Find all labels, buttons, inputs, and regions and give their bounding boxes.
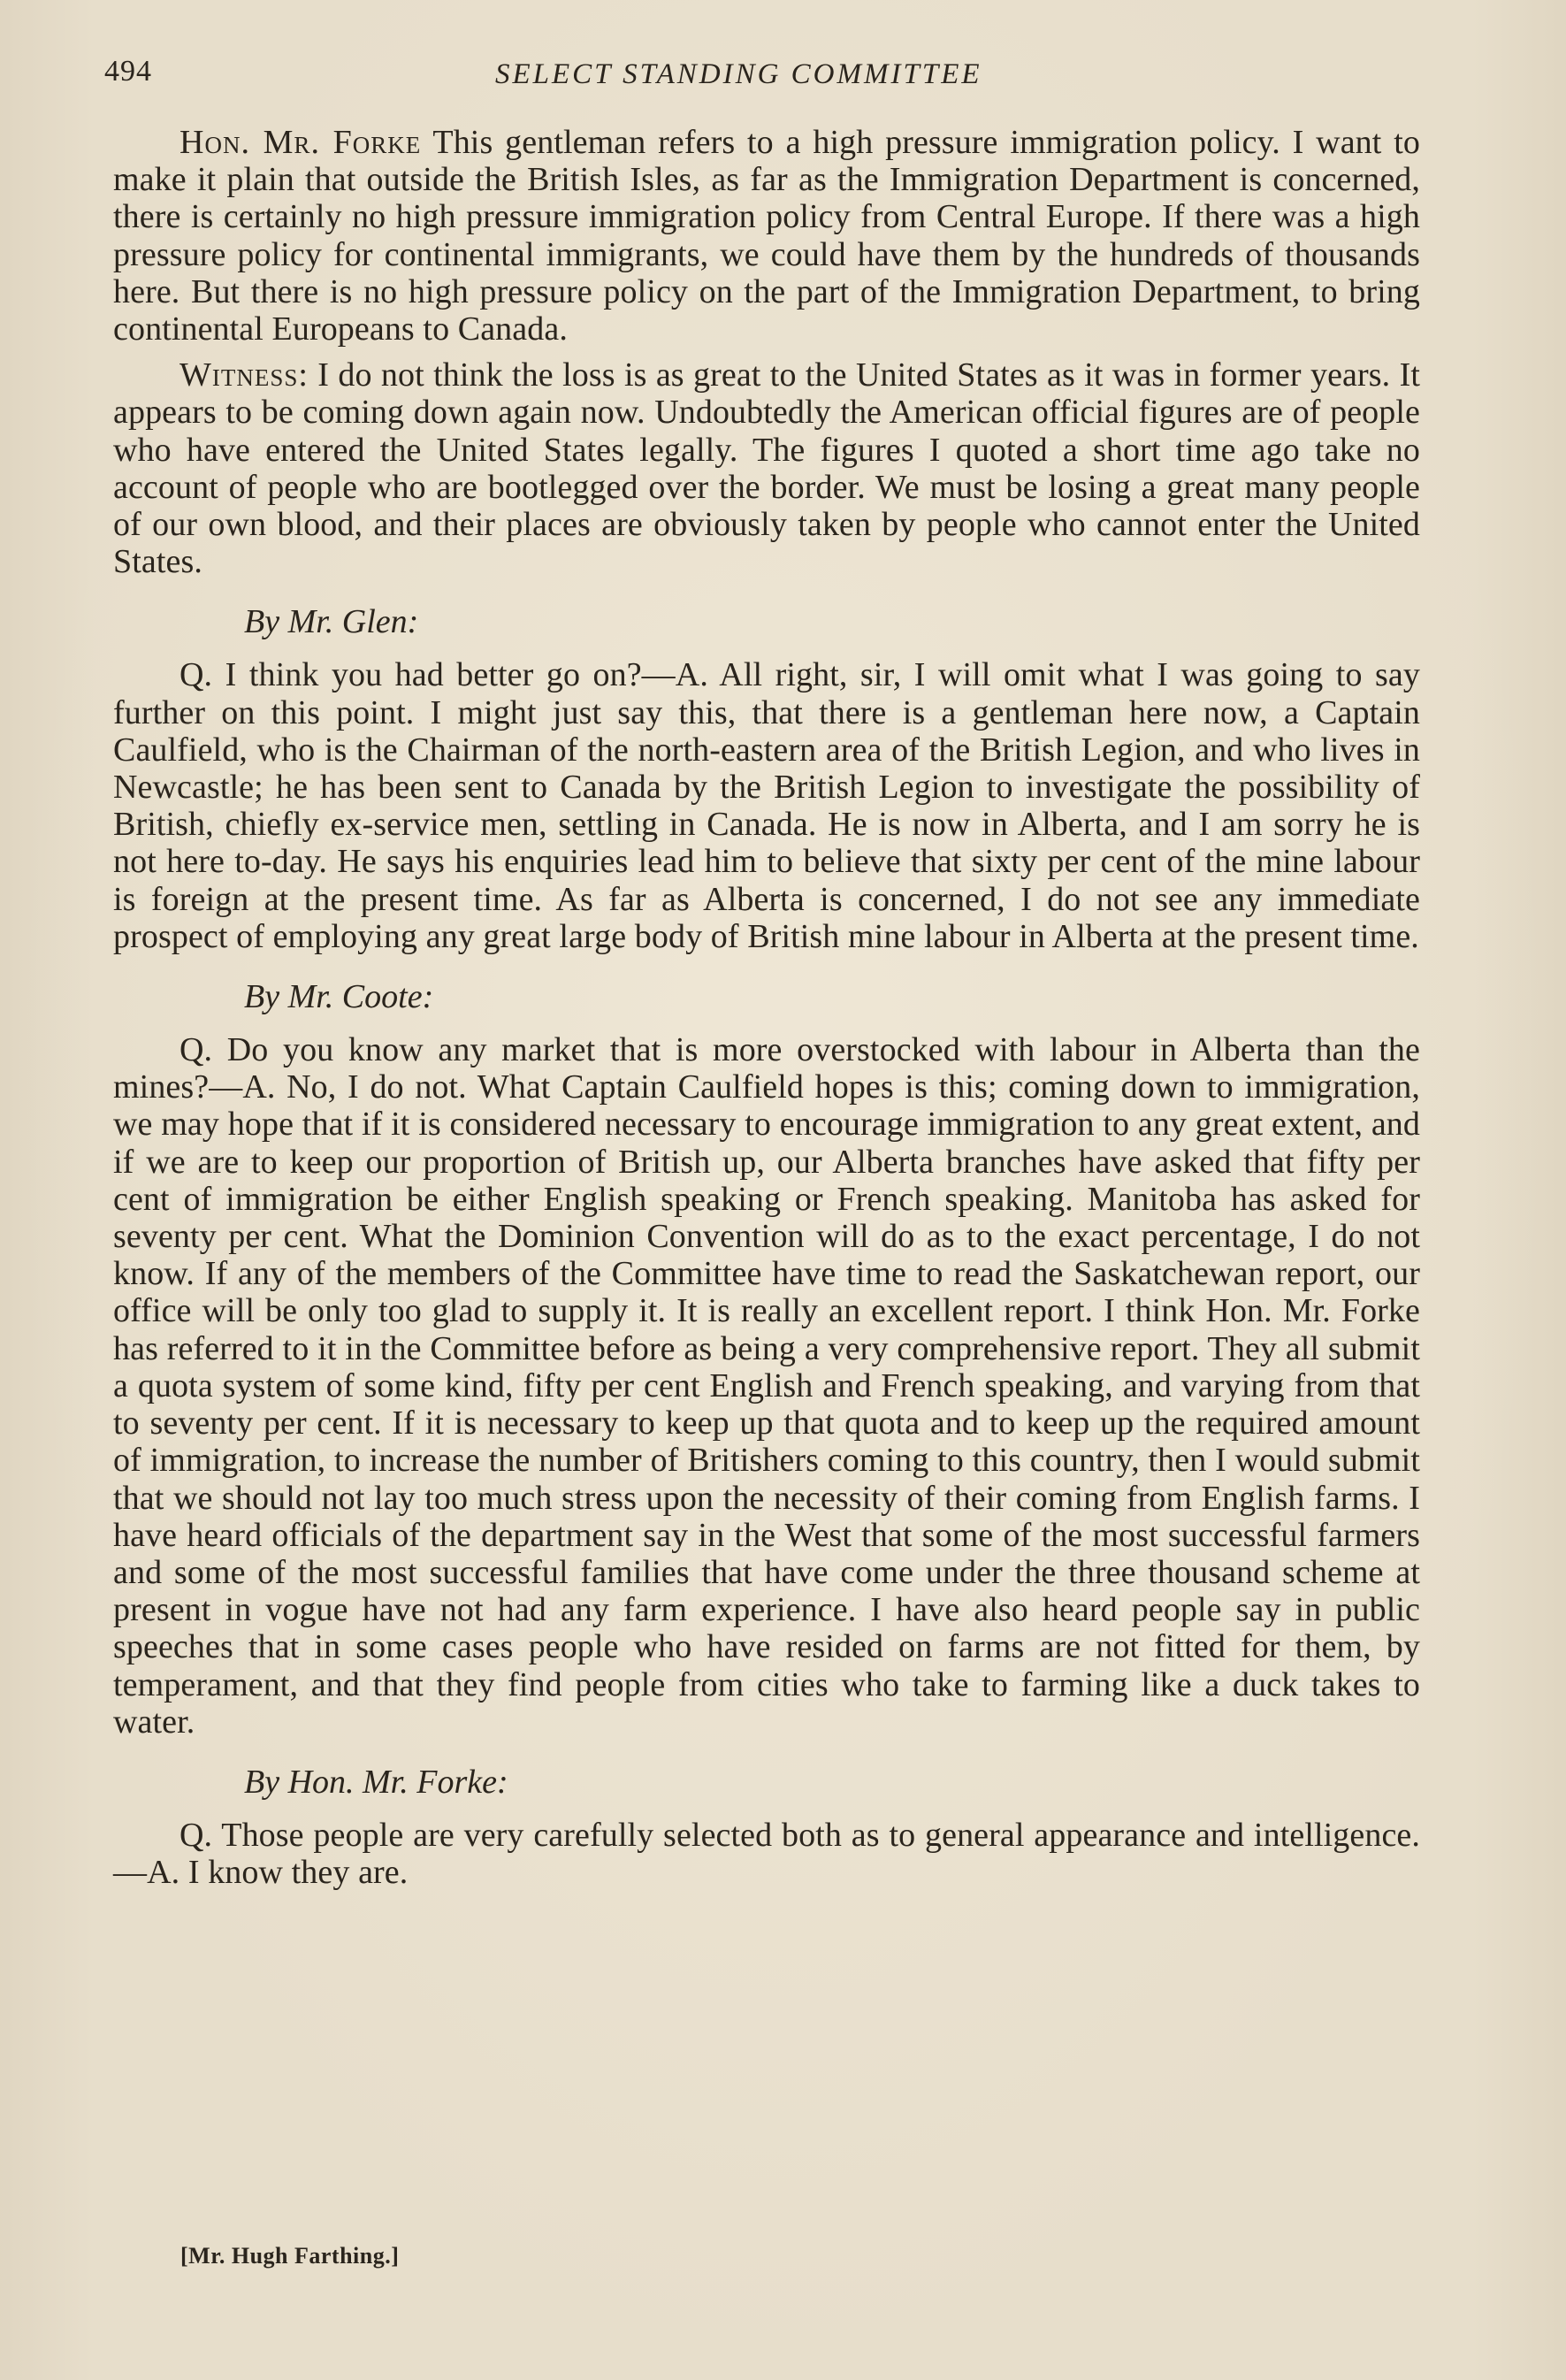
running-head: SELECT STANDING COMMITTEE bbox=[495, 58, 982, 90]
page-body bbox=[113, 124, 1420, 1891]
question-answer-paragraph: Q. I think you had better go on?—A. All right, sir, I will omit what I was going to say further on this point. I might just say this, that there is a gentleman here now, a Captain Caulfield, who is the Chairman of the north-eastern area of the British Legion, and who lives in Newcastle; he has been sent to Canada by the British Legion to investigate the possibility of British, chiefly ex-service men, settling in Canada. He is now in Alberta, and I am sorry he is not here to-day. He says his enquiries lead him to believe that sixty per cent of the mine labour is foreign at the present time. As far as Alberta is concerned, I do not see any immediate prospect of employing any great large body of British mine labour in Alberta at the present time. bbox=[113, 656, 1420, 955]
speaker-name: Hon. Mr. Forke bbox=[180, 124, 422, 161]
witness-footer: [Mr. Hugh Farthing.] bbox=[180, 2243, 400, 2269]
statement-text: This gentleman refers to a high pressure immigration policy. I want to make it plain that outside the British Isles, as far as the Immigration Department is concerned, there is certainly no high pressure immigration policy from Central Europe. If there was a high pressure policy for continental immigrants, we could have them by the hundreds of thousands here. But there is no high pressure policy on the part of the Immigration Department, to bring continental Europeans to Canada. bbox=[113, 124, 1420, 348]
statement-paragraph bbox=[113, 124, 1420, 348]
question-answer-paragraph: Q. Do you know any market that is more overstocked with labour in Alberta than the mines?—A. No, I do not. What Captain Caulfield hopes is this; coming down to immigration, we may hope that if it is considered necessary to encourage immigration to any great extent, and if we are to keep our proportion of British up, our Alberta branches have asked that fifty per cent of immigration be either English speaking or French speaking. Manitoba has asked for seventy per cent. What the Dominion Convention will do as to the exact percentage, I do not know. If any of the members of the Committee have time to read the Saskatchewan report, our office will be only too glad to supply it. It is really an excellent report. I think Hon. Mr. Forke has referred to it in the Committee before as being a very comprehensive report. They all submit a quota system of some kind, fifty per cent English and French speaking, and varying from that to seventy per cent. If it is necessary to keep up that quota and to keep up the required amount of immigration, to increase the number of Britishers coming to this country, then I would submit that we should not lay too much stress upon the necessity of their coming from English farms. I have heard officials of the department say in the West that some of the most successful farmers and some of the most successful families that have come under the three thousand scheme at present in vogue have not had any farm experience. I have also heard people say in public speeches that in some cases people who have resided on farms are not fitted for them, by temperament, and that they find people from cities who take to farming like a duck takes to water. bbox=[113, 1031, 1420, 1741]
statement-text: I do not think the loss is as great to the United States as it was in former years. It appears to be coming down again now. Undoubtedly the American official figures are of people who have entered the United States legally. The figures I quoted a short time ago take no account of people who are bootlegged over the border. We must be losing a great many people of our own blood, and their places are obviously taken by people who cannot enter the United States. bbox=[113, 356, 1420, 581]
statement-paragraph bbox=[113, 356, 1420, 580]
examiner-heading: By Mr. Glen: bbox=[244, 603, 419, 641]
page-number: 494 bbox=[104, 55, 152, 88]
speaker-name: Witness: bbox=[180, 356, 309, 394]
examiner-heading: By Mr. Coote: bbox=[244, 978, 434, 1016]
page-header bbox=[104, 55, 1448, 108]
question-answer-paragraph: Q. Those people are very carefully selected both as to general appearance and intelligence.—A. I know they are. bbox=[113, 1816, 1420, 1892]
examiner-heading: By Hon. Mr. Forke: bbox=[244, 1763, 508, 1801]
